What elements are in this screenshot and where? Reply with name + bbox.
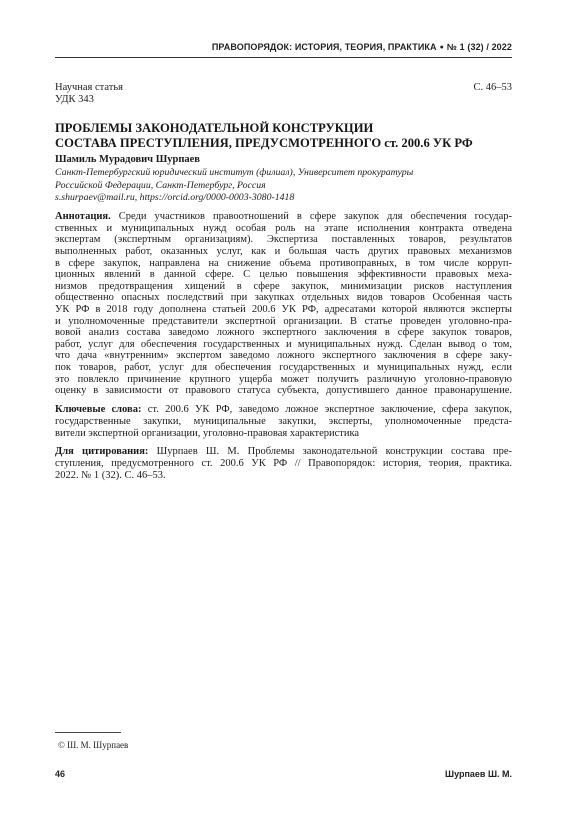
author-contacts: s.shurpaev@mail.ru, https://orcid.org/0000-0003-3080-1418 [55,192,295,203]
citation-line: ступления, предусмотренного ст. 200.6 УК РФ // Правопорядок: история, теория, практика. [55,458,512,469]
author-name: Шамиль Мурадович Шурпаев [55,154,200,165]
footnote-rule [55,732,121,733]
abstract-line: выполненных работ, оказанных услуг, как и большая часть других правовых механизмов [55,245,512,257]
abstract-line: вовой анализ состава заведомо ложного экспертного заключения в сфере закупок товаров, [55,327,512,339]
page-range: С. 46–53 [473,82,512,93]
citation-line [55,446,512,458]
article-type: Научная статья [55,82,123,93]
abstract-line [55,211,512,223]
article-title [55,121,512,151]
citation-text: Шурпаев Ш. М. Проблемы законодательной конструкции состава пре- [156,446,512,457]
abstract [55,211,512,397]
keywords-line: вители экспертной организации, уголовно-правовая характеристика [55,428,360,439]
citation-line: 2022. № 1 (32). С. 46–53. [55,470,166,481]
affiliation-line: Санкт-Петербургский юридический институт (филиал), Университет прокуратуры [55,167,414,178]
bullet-separator: ● [439,44,444,51]
abstract-text: Среди участников правоотношений в сфере закупок для обеспечения государ- [118,211,512,223]
running-author: Шурпаев Ш. М. [445,769,512,779]
abstract-label: Аннотация. [55,211,111,223]
abstract-line: пок товаров, работ, услуг для обеспечения государственных и муниципальных нужд, если [55,361,512,373]
citation [55,446,512,482]
title-line: СОСТАВА ПРЕСТУПЛЕНИЯ, ПРЕДУСМОТРЕННОГО ст. 200.6 УК РФ [55,135,473,150]
keywords-label: Ключевые слова: [55,404,142,415]
abstract-line: что дача «внутренним» экспертом заведомо ложного экспертного заключения в сфере заку- [55,350,512,362]
udk-code: УДК 343 [55,94,94,105]
abstract-line: работ, услуг для обеспечения государственных и муниципальных нужд. Сделан вывод о том, [55,338,512,350]
title-line: ПРОБЛЕМЫ ЗАКОНОДАТЕЛЬНОЙ КОНСТРУКЦИИ [55,120,374,135]
copyright-note: © Ш. М. Шурпаев [58,740,129,750]
header-rule [55,57,512,58]
keywords-line: государственные закупки, муниципальные закупки, эксперты, уполномоченные предста- [55,416,512,427]
author-affiliation [55,167,512,205]
abstract-line: в сфере закупок, направлена на снижение объема противоправных, в том числе корруп- [55,257,512,269]
abstract-line: оценку в зависимости от правового статуса субъекта, допустившего данное правонарушение. [55,385,512,397]
affiliation-line: Российской Федерации, Санкт-Петербург, Россия [55,179,266,191]
abstract-line: низмов предотвращения хищений в сфере закупок, минимизации рисков наступления [55,280,512,292]
abstract-line: это повлекло причинение крупного ущерба может получить различную уголовно-правовую [55,373,512,385]
page-number: 46 [55,769,66,779]
running-header [212,41,512,53]
issue-number: № 1 (32) / 2022 [446,42,512,52]
keywords-text: ст. 200.6 УК РФ, заведомо ложное экспертное заключение, сфера закупок, [147,404,512,415]
abstract-line: и уполномоченные представители экспертной организации. В статье проведен уголовно-пра- [55,315,512,327]
keywords [55,404,512,440]
abstract-line: общественно опасных последствий при закупках отдельных видов товаров Особенная часть [55,292,512,304]
abstract-line: ционных явлений в данной сфере. С целью повышения эффективности правовых меха- [55,269,512,281]
abstract-line: экспертам (экспертным организациям). Экспертиза поставленных товаров, результатов [55,234,512,246]
abstract-line: ственных и муниципальных нужд особая роль на этапе исполнения контракта отведена [55,222,512,234]
abstract-line: УК РФ в 2018 году дополнена статьей 200.6 УК РФ, адресатами которой являются эксперты [55,303,512,315]
citation-label: Для цитирования: [55,446,149,457]
journal-name: ПРАВОПОРЯДОК: ИСТОРИЯ, ТЕОРИЯ, ПРАКТИКА [211,42,437,52]
keywords-line [55,404,512,416]
